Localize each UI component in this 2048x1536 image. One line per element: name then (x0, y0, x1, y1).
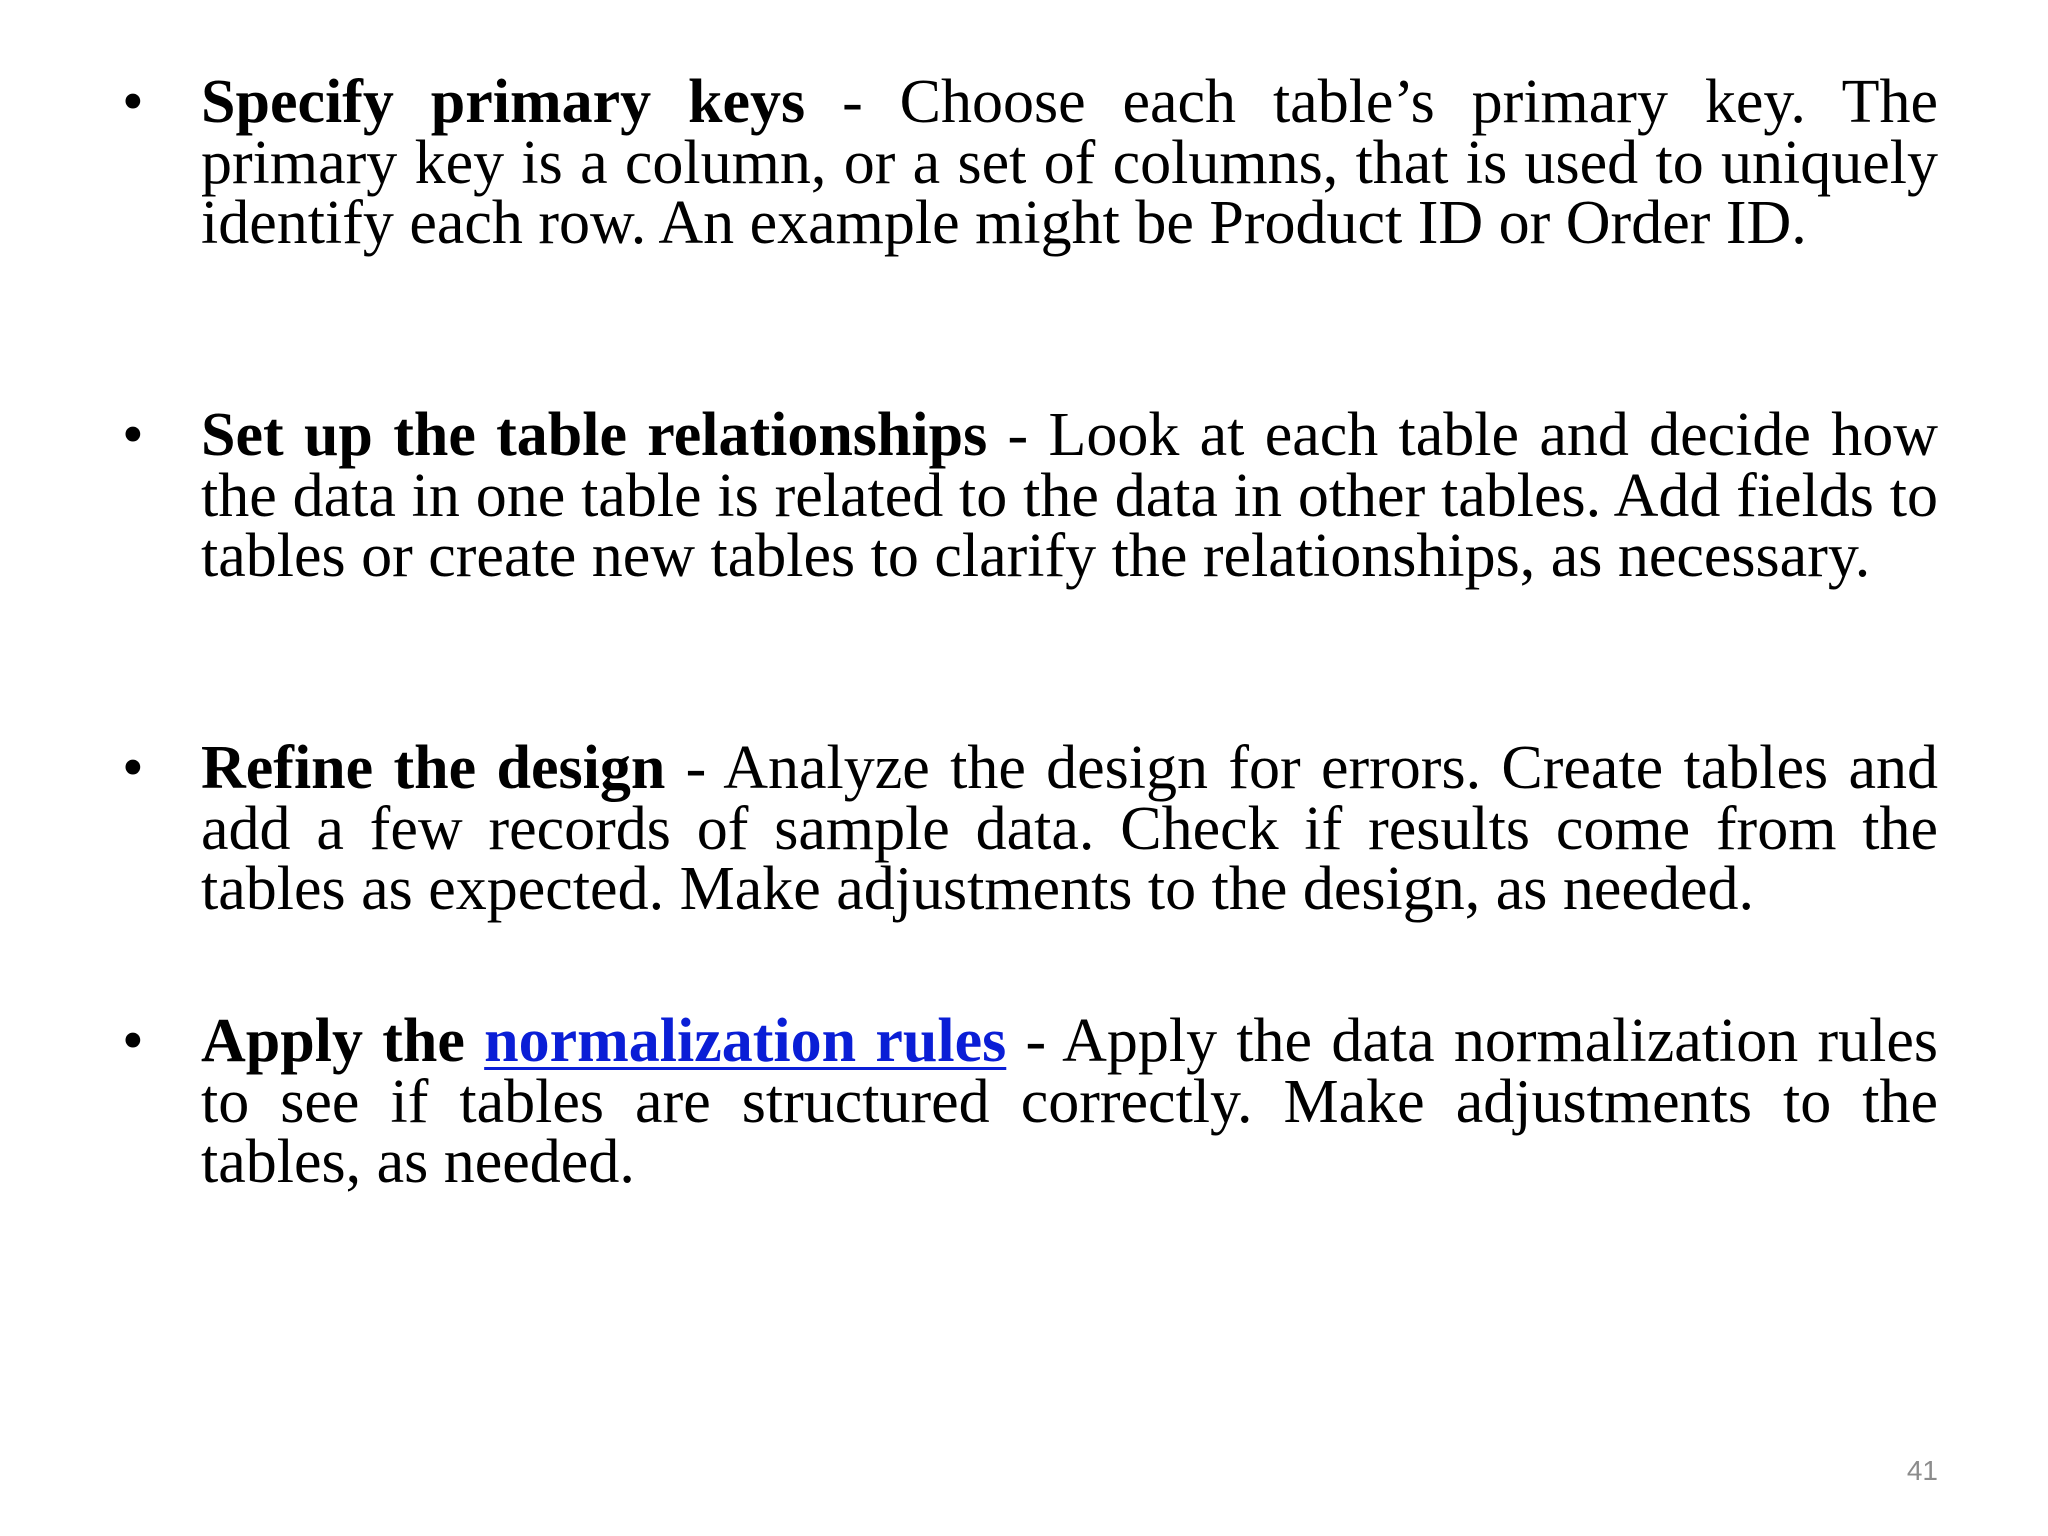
bullet-term: Apply the (201, 1007, 485, 1075)
bullet-text (201, 734, 1938, 923)
bullet-dot-icon: • (122, 68, 144, 136)
bullet-text (201, 401, 1938, 590)
bullet-separator: - (987, 401, 1049, 469)
bullet-text (201, 1007, 1939, 1196)
bullet-dot-icon: • (122, 1007, 144, 1075)
bullet-description: Look at each table and decide how the data in one table is related to the data in other tables. Add fields to tables or create new tables to clarify the relationships, as necessary. (201, 401, 1938, 590)
bullet-separator: - (1006, 1007, 1063, 1075)
bullet-term: Refine the design (201, 734, 666, 802)
normalization-rules-link[interactable]: normalization rules (484, 1007, 1007, 1075)
page-number: 41 (1906, 1455, 1938, 1486)
bullet-text (201, 68, 1938, 257)
bullet-term: Specify primary keys (201, 68, 806, 136)
bullet-separator: - (805, 68, 900, 136)
bullet-separator: - (665, 734, 724, 802)
bullet-description: Apply the data normalization rules to see if tables are structured correctly. Make adjustments to the tables, as needed. (201, 1007, 1939, 1196)
bullet-description: Analyze the design for errors. Create tables and add a few records of sample data. Check if results come from the tables as expected. Make adjustments to the design, as needed. (201, 734, 1938, 923)
bullet-dot-icon: • (122, 734, 144, 802)
bullet-term: Set up the table relationships (201, 401, 988, 469)
bullet-description: Choose each table’s primary key. The primary key is a column, or a set of columns, that is used to uniquely identify each row. An example might be Product ID or Order ID. (201, 68, 1938, 257)
bullet-dot-icon: • (122, 401, 144, 469)
